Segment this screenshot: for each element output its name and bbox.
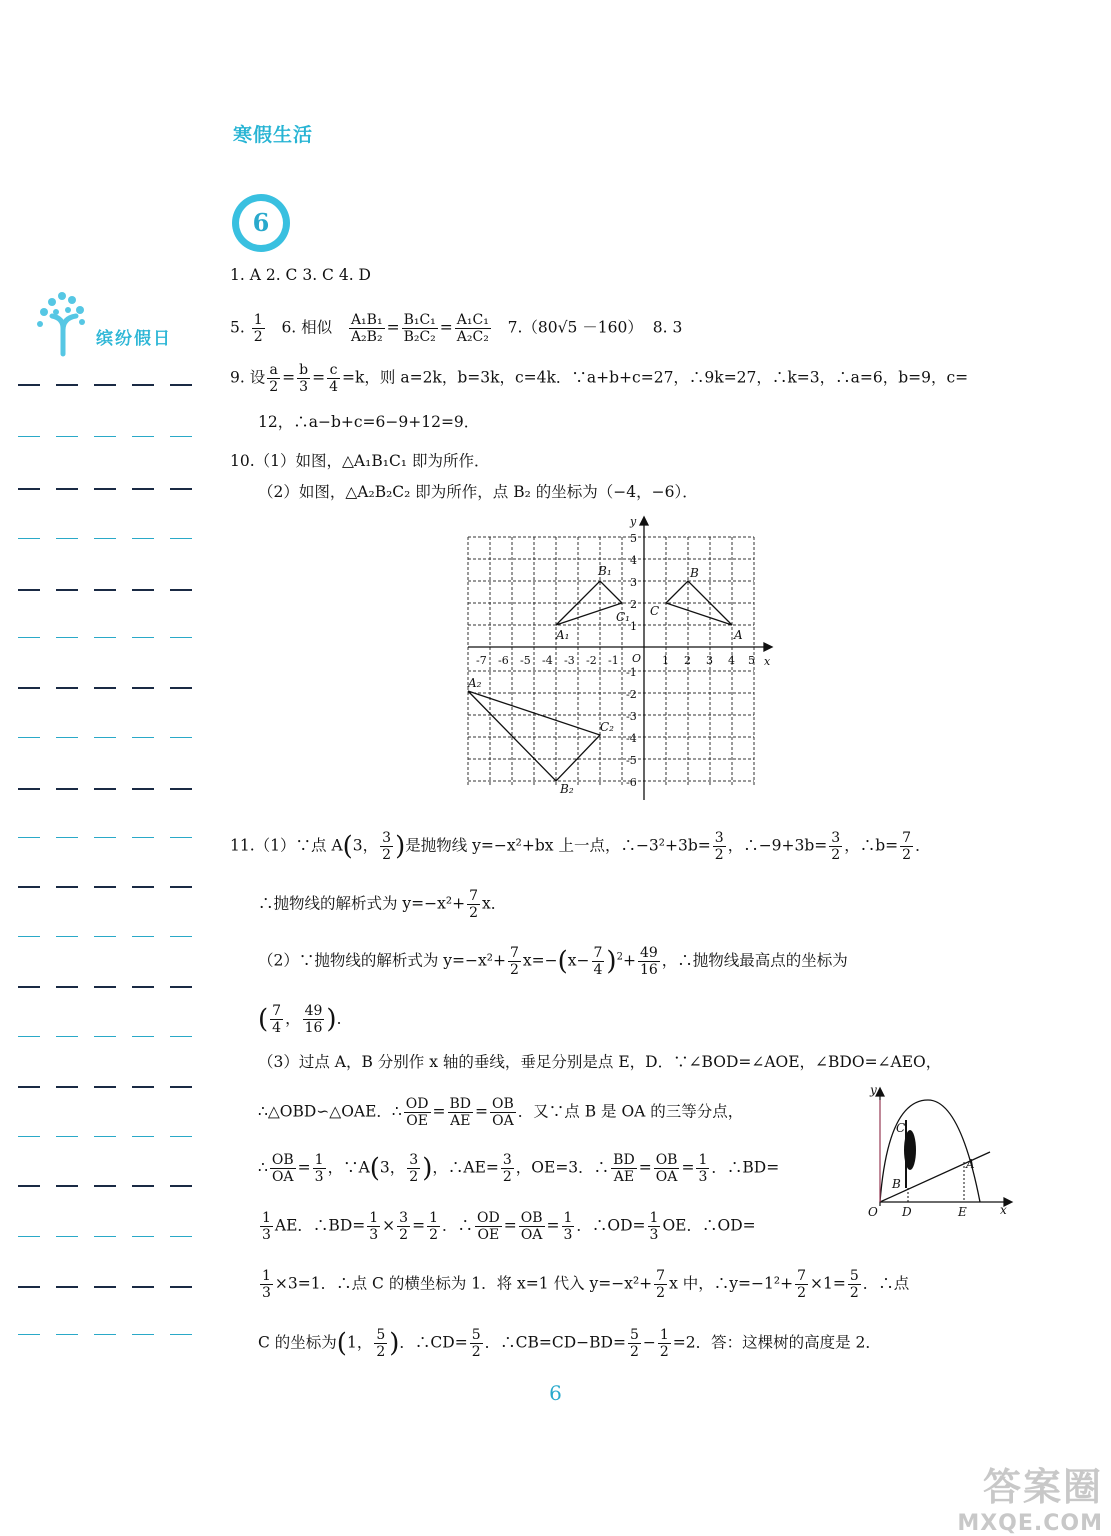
- svg-text:-2: -2: [626, 688, 637, 701]
- note-line: [18, 589, 208, 591]
- note-line: [18, 737, 208, 738]
- svg-text:A₂: A₂: [468, 676, 482, 690]
- svg-text:4: 4: [728, 654, 735, 667]
- svg-text:-7: -7: [476, 654, 487, 667]
- svg-text:-6: -6: [626, 776, 637, 789]
- answer-line-1-4: 1. A 2. C 3. C 4. D: [230, 266, 371, 284]
- note-line: [18, 1236, 208, 1237]
- svg-text:O: O: [632, 652, 642, 665]
- tree-icon: [30, 288, 100, 358]
- svg-text:5: 5: [630, 532, 637, 545]
- note-line: [18, 488, 208, 490]
- answer-line-11a: 11.（1）∵点 A(3， $\frac{3}{2}$ )是抛物线 y=−x²+bx 上一点，∴−3²+3b= $\frac{3}{2}$ ，∴−9+3b= $\frac{3}{2}$ ，∴b= $\frac{7}{2}$ ．: [230, 830, 931, 863]
- answer-line-11e: （3）过点 A，B 分别作 x 轴的垂线，垂足分别是点 E，D．∵∠BOD=∠AOE，∠BDO=∠AEO，: [258, 1053, 942, 1071]
- svg-text:2: 2: [684, 654, 691, 667]
- svg-text:C: C: [896, 1121, 906, 1135]
- svg-text:4: 4: [630, 554, 637, 567]
- answer-line-10b: （2）如图，△A₂B₂C₂ 即为所作，点 B₂ 的坐标为（−4，−6）．: [258, 483, 698, 501]
- answer-line-5-8: 5. $\frac{1}{2}$ 6. 相似 $\frac{\text{A₁B₁}}{\text{A₂B₂}}$ = $\frac{\text{B₁C₁}}{\text{B₂C₂}}$ = $\frac{\text{A₁C₁}}{\text{A₂C₂}}$ 7.（80√5 －160） 8. 3: [230, 312, 683, 345]
- answer-line-11f: ∴△OBD∽△OAE．∴ $\frac{OD}{OE}$ = $\frac{BD}{AE}$ = $\frac{OB}{OA}$ ．又∵点 B 是 OA 的三等分点，: [258, 1096, 744, 1129]
- badge-number: 6: [252, 208, 270, 237]
- note-line: [18, 436, 208, 437]
- answer-line-11b: ∴抛物线的解析式为 y=−x²+ $\frac{7}{2}$ x．: [258, 888, 507, 921]
- svg-text:-5: -5: [520, 654, 531, 667]
- answer-line-9b: 12，∴a−b+c=6−9+12=9．: [258, 413, 480, 431]
- svg-text:O: O: [868, 1205, 878, 1219]
- note-line: [18, 986, 208, 988]
- note-line: [18, 538, 208, 539]
- answer-line-10a: 10.（1）如图，△A₁B₁C₁ 即为所作．: [230, 452, 490, 470]
- svg-text:x: x: [1000, 1203, 1007, 1217]
- watermark-logo: 答案圈 MXQE.COM: [957, 1465, 1103, 1536]
- answer-line-11c: （2）∵抛物线的解析式为 y=−x²+ $\frac{7}{2}$ x=−(x− $\frac{7}{4}$ )$^2$+ $\frac{49}{16}$ ，∴抛物线最高点的坐标为: [258, 945, 848, 978]
- svg-text:2: 2: [630, 598, 637, 611]
- note-line: [18, 637, 208, 638]
- svg-text:3: 3: [630, 576, 637, 589]
- svg-text:-1: -1: [608, 654, 619, 667]
- section-title: 寒假生活: [233, 124, 314, 146]
- answer-line-11j: C 的坐标为(1， $\frac{5}{2}$ )．∴CD= $\frac{5}{2}$ ．∴CB=CD−BD= $\frac{5}{2}$ − $\frac{1}{2}$ =2．答：这棵树的高度是 2．: [258, 1327, 881, 1360]
- note-line: [18, 936, 208, 937]
- note-line: [18, 837, 208, 838]
- svg-text:A: A: [734, 628, 743, 642]
- svg-text:y: y: [870, 1083, 877, 1097]
- tree-silhouette: [904, 1130, 916, 1170]
- svg-text:A: A: [966, 1157, 975, 1171]
- svg-text:-3: -3: [564, 654, 575, 667]
- svg-text:-3: -3: [626, 710, 637, 723]
- svg-text:B₁: B₁: [598, 564, 612, 578]
- svg-text:A₁: A₁: [556, 628, 570, 642]
- svg-text:C₁: C₁: [616, 610, 630, 624]
- note-line: [18, 384, 208, 386]
- svg-text:-5: -5: [626, 754, 637, 767]
- lesson-number-badge: [230, 192, 292, 254]
- page-number: 6: [549, 1381, 562, 1405]
- answer-line-9: 9. 设 $\frac{a}{2}$ = $\frac{b}{3}$ = $\frac{c}{4}$ =k，则 a=2k，b=3k，c=4k．∵a+b+c=27，∴9k=27，∴k=3，∴a=6，b=9，c=: [230, 362, 969, 395]
- svg-text:B: B: [690, 566, 699, 580]
- note-line: [18, 788, 208, 790]
- note-line: [18, 1286, 208, 1288]
- parabola-figure: [860, 1080, 1020, 1220]
- note-line: [18, 1086, 208, 1088]
- svg-text:x: x: [764, 655, 771, 668]
- svg-text:-4: -4: [626, 732, 637, 745]
- note-line: [18, 687, 208, 689]
- svg-text:E: E: [958, 1205, 967, 1219]
- answer-line-11h: $\frac{1}{3}$ AE．∴BD= $\frac{1}{3}$ × $\frac{3}{2}$ = $\frac{1}{2}$ ．∴ $\frac{OD}{OE}$ = $\frac{OB}{OA}$ = $\frac{1}{3}$ ．∴OD= $\frac{1}{3}$ OE．∴OD=: [262, 1210, 756, 1243]
- svg-text:y: y: [630, 515, 637, 528]
- answer-line-11d: ( $\frac{7}{4}$ ， $\frac{49}{16}$ )．: [258, 1003, 353, 1036]
- note-line: [18, 886, 208, 888]
- note-line: [18, 1185, 208, 1187]
- margin-logo-text: 缤纷假日: [96, 329, 172, 349]
- note-line: [18, 1036, 208, 1037]
- svg-text:D: D: [902, 1205, 912, 1219]
- svg-text:C₂: C₂: [600, 720, 614, 734]
- badge-flower-icon: [230, 192, 292, 254]
- svg-text:C: C: [650, 604, 660, 618]
- svg-text:3: 3: [706, 654, 713, 667]
- svg-text:1: 1: [662, 654, 669, 667]
- coordinate-grid-figure: [460, 513, 780, 803]
- svg-text:-2: -2: [586, 654, 597, 667]
- answer-line-11i: $\frac{1}{3}$ ×3=1．∴点 C 的横坐标为 1．将 x=1 代入 y=−x²+ $\frac{7}{2}$ x 中，∴y=−1²+ $\frac{7}{2}$ ×1= $\frac{5}{2}$ ．∴点: [262, 1268, 910, 1301]
- svg-text:-6: -6: [498, 654, 509, 667]
- svg-text:5: 5: [748, 654, 755, 667]
- note-line: [18, 1334, 208, 1335]
- margin-logo: [30, 288, 200, 358]
- svg-text:1: 1: [630, 620, 637, 633]
- svg-text:B: B: [892, 1177, 901, 1191]
- answer-line-11g: ∴ $\frac{OB}{OA}$ = $\frac{1}{3}$ ，∵A(3， $\frac{3}{2}$ )，∴AE= $\frac{3}{2}$ ，OE=3．∴ $\frac{BD}{AE}$ = $\frac{OB}{OA}$ = $\frac{1}{3}$ ．∴BD=: [258, 1152, 780, 1185]
- svg-text:-1: -1: [626, 666, 637, 679]
- svg-text:-4: -4: [542, 654, 553, 667]
- svg-text:B₂: B₂: [560, 782, 574, 796]
- note-line: [18, 1136, 208, 1137]
